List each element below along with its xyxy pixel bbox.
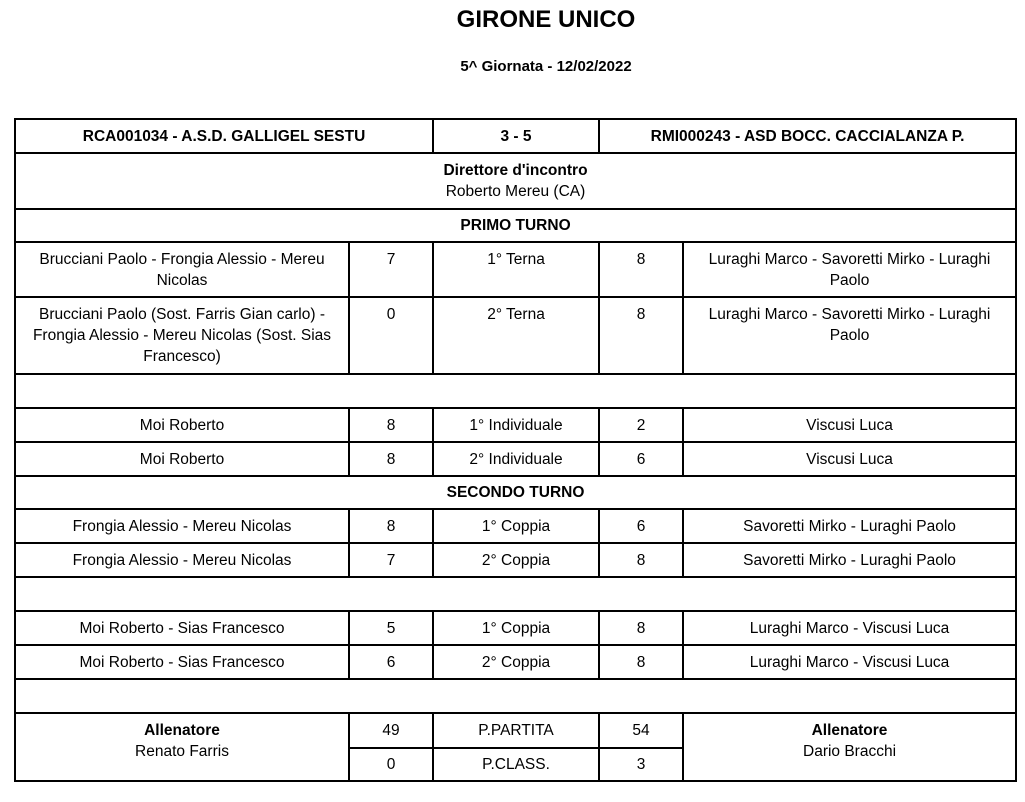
page-title: GIRONE UNICO: [456, 6, 636, 33]
home-score: 8: [349, 509, 433, 543]
spacer-row: [15, 679, 1016, 713]
home-players: Frongia Alessio - Mereu Nicolas: [15, 509, 349, 543]
table-row: [15, 297, 1016, 374]
away-coach-name: Dario Bracchi: [803, 743, 897, 760]
referee-label: Direttore d'incontro: [443, 162, 588, 179]
home-score: 7: [349, 242, 433, 297]
away-score: 8: [599, 645, 683, 679]
away-players: Luraghi Marco - Viscusi Luca: [683, 645, 1016, 679]
page-subtitle: 5^ Giornata - 12/02/2022: [460, 58, 632, 75]
away-players: Savoretti Mirko - Luraghi Paolo: [683, 543, 1016, 577]
referee-row: [15, 153, 1016, 209]
home-players: Moi Roberto - Sias Francesco: [15, 611, 349, 645]
final-score: 3 - 5: [433, 119, 599, 153]
game-label: 1° Terna: [433, 242, 599, 297]
secondo-turno-label: SECONDO TURNO: [15, 476, 1016, 509]
table-row: [15, 509, 1016, 543]
table-row: [15, 442, 1016, 476]
ppartita-label: P.PARTITA: [433, 713, 599, 748]
away-players: Viscusi Luca: [683, 442, 1016, 476]
home-players: Brucciani Paolo - Frongia Alessio - Mereu Nicolas: [15, 242, 349, 297]
referee-name: Roberto Mereu (CA): [445, 183, 586, 200]
ppartita-away: 54: [599, 713, 683, 748]
away-players: Luraghi Marco - Viscusi Luca: [683, 611, 1016, 645]
home-team: RCA001034 - A.S.D. GALLIGEL SESTU: [15, 119, 433, 153]
home-coach-label: Allenatore: [144, 722, 220, 739]
home-score: 7: [349, 543, 433, 577]
home-score: 6: [349, 645, 433, 679]
spacer-row: [15, 374, 1016, 408]
home-players: Frongia Alessio - Mereu Nicolas: [15, 543, 349, 577]
away-score: 8: [599, 297, 683, 374]
game-label: 2° Coppia: [433, 543, 599, 577]
away-score: 6: [599, 509, 683, 543]
game-label: 1° Coppia: [433, 611, 599, 645]
home-score: 0: [349, 297, 433, 374]
away-players: Luraghi Marco - Savoretti Mirko - Luraghi Paolo: [683, 297, 1016, 374]
table-row: [15, 611, 1016, 645]
away-players: Luraghi Marco - Savoretti Mirko - Luraghi Paolo: [683, 242, 1016, 297]
footer-row-partita: [15, 713, 1016, 748]
ppartita-home: 49: [349, 713, 433, 748]
game-label: 2° Terna: [433, 297, 599, 374]
away-team: RMI000243 - ASD BOCC. CACCIALANZA P.: [599, 119, 1016, 153]
pclass-away: 3: [599, 748, 683, 781]
away-score: 8: [599, 242, 683, 297]
home-players: Moi Roberto: [15, 442, 349, 476]
home-coach-name: Renato Farris: [135, 743, 229, 760]
pclass-label: P.CLASS.: [433, 748, 599, 781]
spacer-row: [15, 577, 1016, 611]
home-players: Brucciani Paolo (Sost. Farris Gian carlo) - Frongia Alessio - Mereu Nicolas (Sost. Sias Francesco): [15, 297, 349, 374]
away-coach-cell: [683, 713, 1016, 781]
match-table: [14, 118, 1017, 782]
game-label: 2° Individuale: [433, 442, 599, 476]
away-coach-label: Allenatore: [811, 722, 888, 739]
away-players: Savoretti Mirko - Luraghi Paolo: [683, 509, 1016, 543]
table-row: [15, 242, 1016, 297]
away-score: 2: [599, 408, 683, 442]
game-label: 1° Individuale: [433, 408, 599, 442]
section-heading: [15, 209, 1016, 242]
home-players: Moi Roberto: [15, 408, 349, 442]
home-score: 5: [349, 611, 433, 645]
pclass-home: 0: [349, 748, 433, 781]
primo-turno-label: PRIMO TURNO: [15, 209, 1016, 242]
away-players: Viscusi Luca: [683, 408, 1016, 442]
section-heading: [15, 476, 1016, 509]
game-label: 1° Coppia: [433, 509, 599, 543]
game-label: 2° Coppia: [433, 645, 599, 679]
away-score: 8: [599, 543, 683, 577]
table-row: [15, 645, 1016, 679]
table-row: [15, 408, 1016, 442]
away-score: 8: [599, 611, 683, 645]
home-players: Moi Roberto - Sias Francesco: [15, 645, 349, 679]
home-coach-cell: [15, 713, 349, 781]
table-row: [15, 543, 1016, 577]
home-score: 8: [349, 408, 433, 442]
header-row: [15, 119, 1016, 153]
home-score: 8: [349, 442, 433, 476]
away-score: 6: [599, 442, 683, 476]
